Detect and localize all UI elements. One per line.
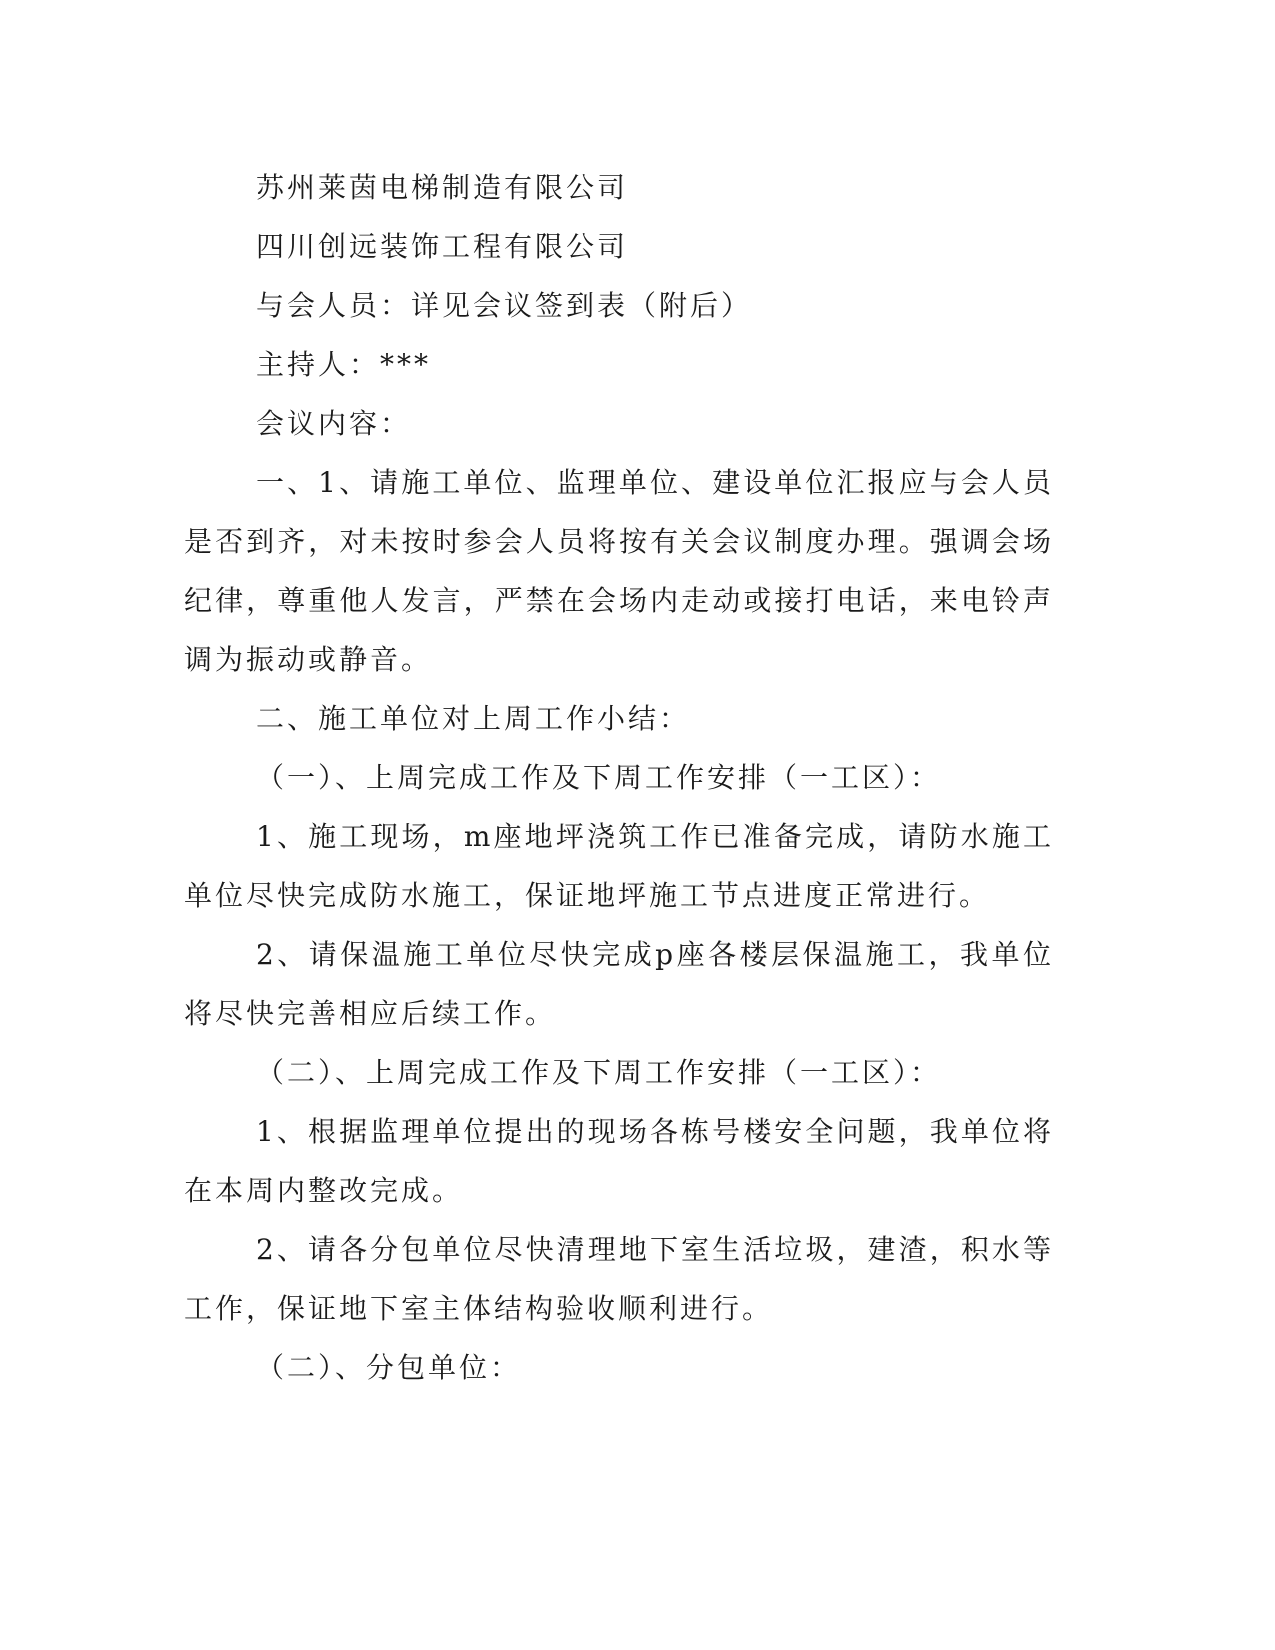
subsection-one-item-2: 2、请保温施工单位尽快完成p座各楼层保温施工，我单位将尽快完善相应后续工作。 bbox=[184, 938, 1054, 1030]
meeting-content-heading: 会议内容： bbox=[256, 407, 412, 440]
subsection-two-heading: （二）、上周完成工作及下周工作安排（一工区）： bbox=[256, 1056, 942, 1089]
section-two-heading: 二、施工单位对上周工作小结： bbox=[256, 702, 691, 735]
subsection-one-heading: （一）、上周完成工作及下周工作安排（一工区）： bbox=[256, 761, 942, 794]
attendees-line: 与会人员：详见会议签到表（附后） bbox=[256, 289, 753, 322]
subsection-one-item-1: 1、施工现场，m座地坪浇筑工作已准备完成，请防水施工单位尽快完成防水施工，保证地坪施工节点进度正常进行。 bbox=[184, 820, 1054, 912]
subsection-two-item-1: 1、根据监理单位提出的现场各栋号楼安全问题，我单位将在本周内整改完成。 bbox=[184, 1115, 1054, 1207]
section-one-paragraph: 一、1、请施工单位、监理单位、建设单位汇报应与会人员是否到齐，对未按时参会人员将按有关会议制度办理。强调会场纪律，尊重他人发言，严禁在会场内走动或接打电话，来电铃声调为振动或静音。 bbox=[184, 466, 1054, 676]
document-body bbox=[184, 158, 1054, 1397]
company-line-2: 四川创远装饰工程有限公司 bbox=[256, 230, 629, 263]
company-line-1: 苏州莱茵电梯制造有限公司 bbox=[256, 171, 629, 204]
subsection-two-item-2: 2、请各分包单位尽快清理地下室生活垃圾，建渣，积水等工作，保证地下室主体结构验收顺利进行。 bbox=[184, 1233, 1054, 1325]
subcontractor-heading: （二）、分包单位： bbox=[256, 1351, 522, 1384]
host-line: 主持人：*** bbox=[256, 348, 432, 381]
